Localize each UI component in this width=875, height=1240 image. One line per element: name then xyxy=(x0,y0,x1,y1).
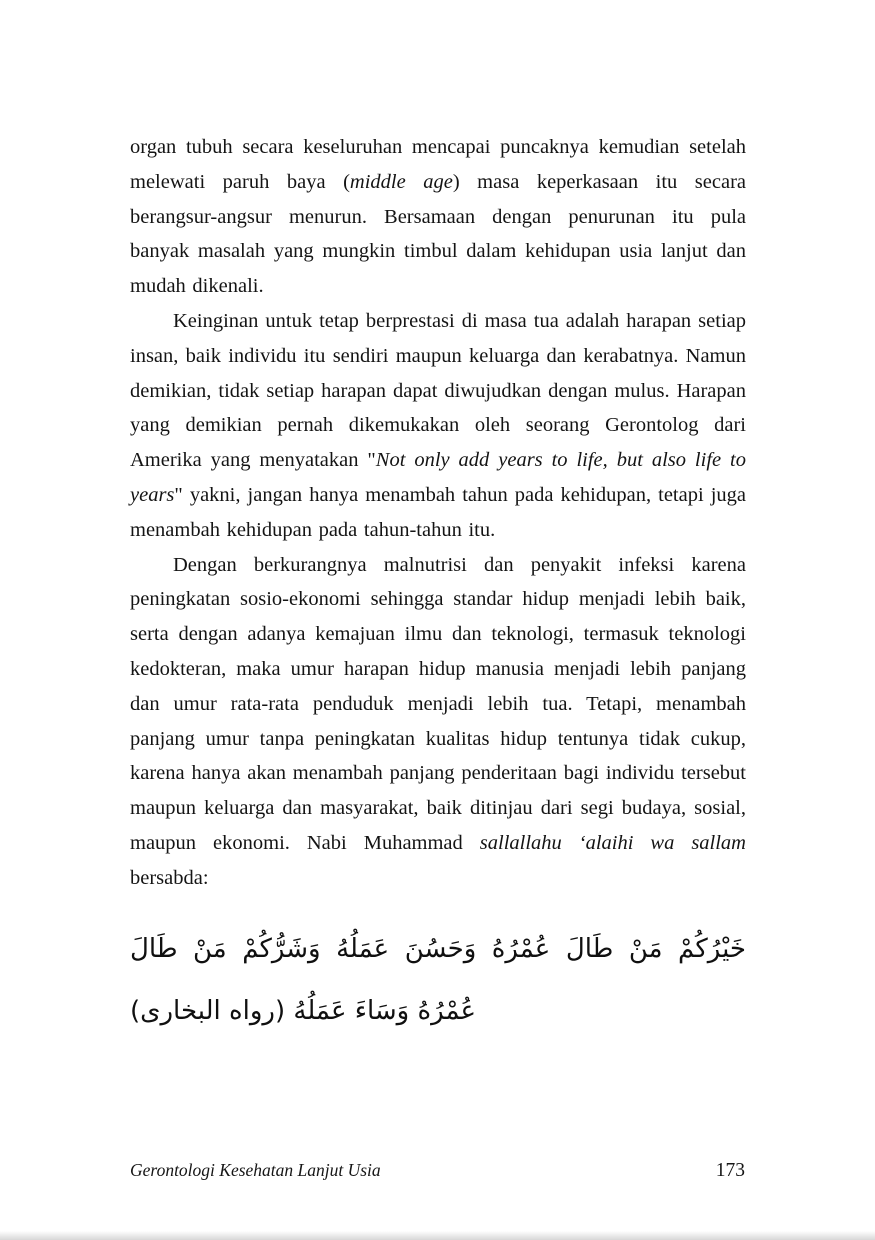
text-run: organ tubuh secara keseluruhan mencapai puncaknya kemudian setelah melewati paruh baya ( xyxy=(130,136,746,193)
text-run-italic: Not only add years to life, but also life to years xyxy=(130,449,746,506)
text-run: Dengan berkurangnya malnutrisi dan penyakit infeksi karena peningkatan sosio-ekonomi sehingga standar hidup menjadi lebih baik, serta dengan adanya kemajuan ilmu dan teknologi, termasuk teknologi kedokteran, maka umur harapan hidup manusia menjadi lebih panjang dan umur rata-rata penduduk menjadi lebih tua. Tetapi, menambah panjang umur tanpa peningkatan kualitas hidup tentunya tidak cukup, karena hanya akan menambah panjang penderitaan bagi individu tersebut maupun keluarga dan masyarakat, baik ditinjau dari segi budaya, sosial, maupun ekonomi. Nabi Muhammad xyxy=(130,553,746,854)
paragraph-1 xyxy=(130,130,746,304)
body-text xyxy=(130,130,746,1042)
arabic-hadith: خَيْرُكُمْ مَنْ طَالَ عُمْرُهُ وَحَسُنَ عَمَلُهُ وَشَرُّكُمْ مَنْ طَالَ عُمْرُهُ وَسَاءَ عَمَلُهُ (رواه البخارى) xyxy=(130,933,746,1026)
paragraph-3 xyxy=(130,548,746,896)
paragraph-2 xyxy=(130,304,746,548)
page-number: 173 xyxy=(715,1160,745,1181)
text-run-italic: middle age xyxy=(349,170,453,193)
text-run: Keinginan untuk tetap berprestasi di masa tua adalah harapan setiap insan, baik individu itu sendiri maupun keluarga dan kerabatnya. Namun demikian, tidak setiap harapan dapat diwujudkan dengan mulus. Harapan yang demikian pernah dikemukakan oleh seorang Gerontolog dari Amerika yang menyatakan " xyxy=(130,309,746,472)
scan-bottom-edge xyxy=(0,1231,875,1240)
running-book-title: Gerontologi Kesehatan Lanjut Usia xyxy=(130,1160,381,1180)
text-run: bersabda: xyxy=(130,866,209,889)
page-footer xyxy=(130,1160,745,1182)
text-run-italic: sallallahu ‘alaihi wa sallam xyxy=(479,831,746,854)
text-run: ) masa keperkasaan itu secara berangsur-angsur menurun. Bersamaan dengan penurunan itu pula banyak masalah yang mungkin timbul dalam kehidupan usia lanjut dan mudah dikenali. xyxy=(130,170,746,298)
text-run: " yakni, jangan hanya menambah tahun pada kehidupan, tetapi juga menambah kehidupan pada tahun-tahun itu. xyxy=(130,483,746,541)
